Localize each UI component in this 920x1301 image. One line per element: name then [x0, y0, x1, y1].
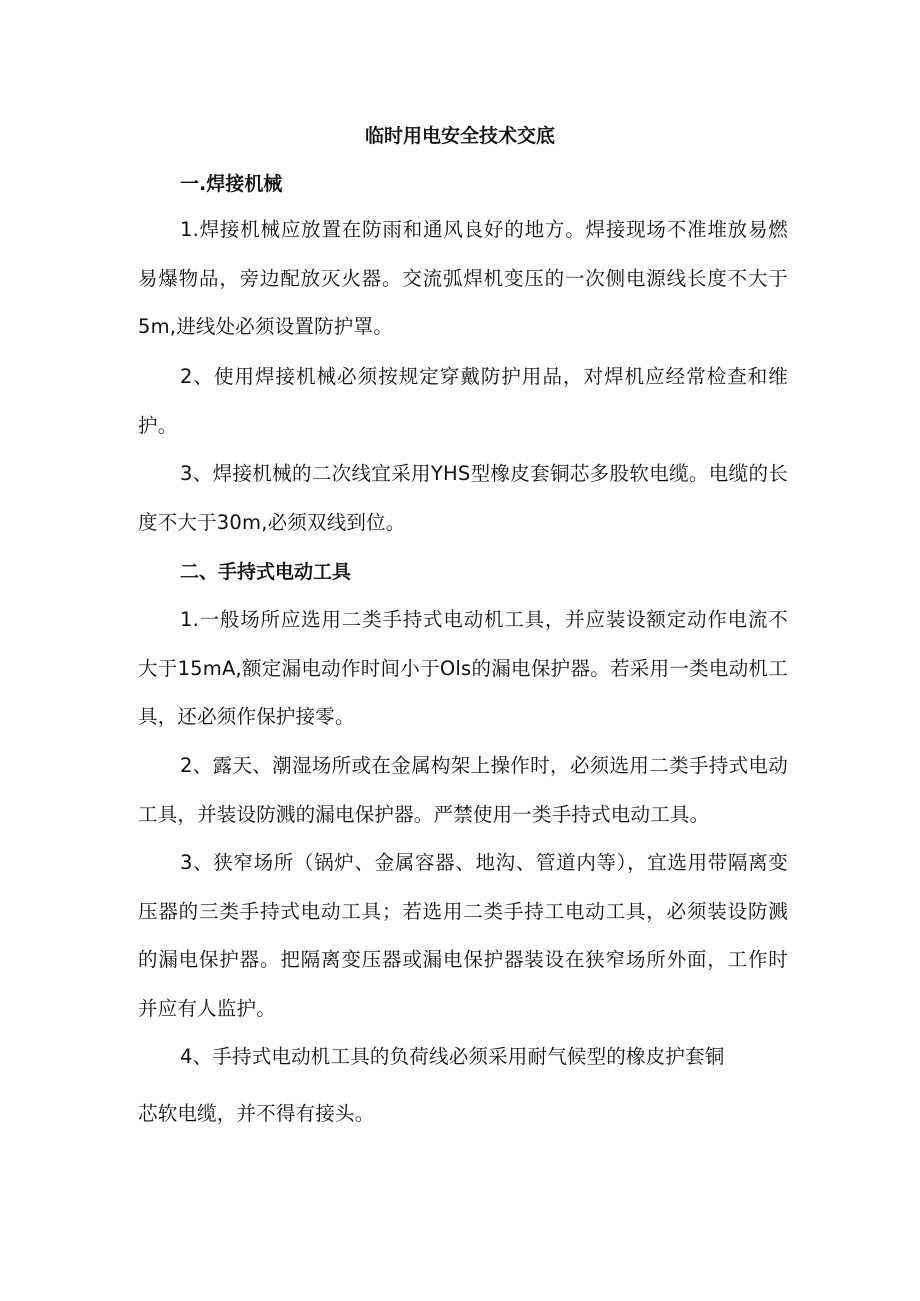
paragraph-tools-3: 3、狭窄场所（锅炉、金属容器、地沟、管道内等），宜选用带隔离变压器的三类手持式电动工具；若选用二类手持工电动工具，必须装设防溅的漏电保护器。把隔离变压器或漏电保护器装设在狭窄场所外面，工作时并应有人监护。 [138, 851, 788, 1020]
section-heading-welding: 一.焊接机械 [180, 173, 283, 195]
paragraph-welding-3: 3、焊接机械的二次线宜采用YHS型橡皮套铜芯多股软电缆。电缆的长度不大于30m,必须双线到位。 [138, 462, 788, 534]
paragraph-tools-4-continued: 芯软电缆，并不得有接头。 [138, 1102, 375, 1125]
document-title: 临时用电安全技术交底 [364, 125, 555, 147]
paragraph-welding-1: 1.焊接机械应放置在防雨和通风良好的地方。焊接现场不准堆放易燃易爆物品，旁边配放灭火器。交流弧焊机变压的一次侧电源线长度不大于5m,进线处必须设置防护罩。 [138, 218, 788, 338]
paragraph-tools-1: 1.一般场所应选用二类手持式电动机工具，并应装设额定动作电流不大于15mA,额定漏电动作时间小于Ols的漏电保护器。若采用一类电动机工具，还必须作保护接零。 [138, 608, 788, 728]
paragraph-welding-2: 2、使用焊接机械必须按规定穿戴防护用品，对焊机应经常检查和维护。 [138, 365, 788, 437]
paragraph-tools-2: 2、露天、潮湿场所或在金属构架上操作时，必须选用二类手持式电动工具，并装设防溅的漏电保护器。严禁使用一类手持式电动工具。 [138, 754, 788, 826]
paragraph-tools-4: 4、手持式电动机工具的负荷线必须采用耐气候型的橡皮护套铜 [180, 1045, 725, 1068]
section-heading-power-tools: 二、手持式电动工具 [180, 561, 352, 583]
